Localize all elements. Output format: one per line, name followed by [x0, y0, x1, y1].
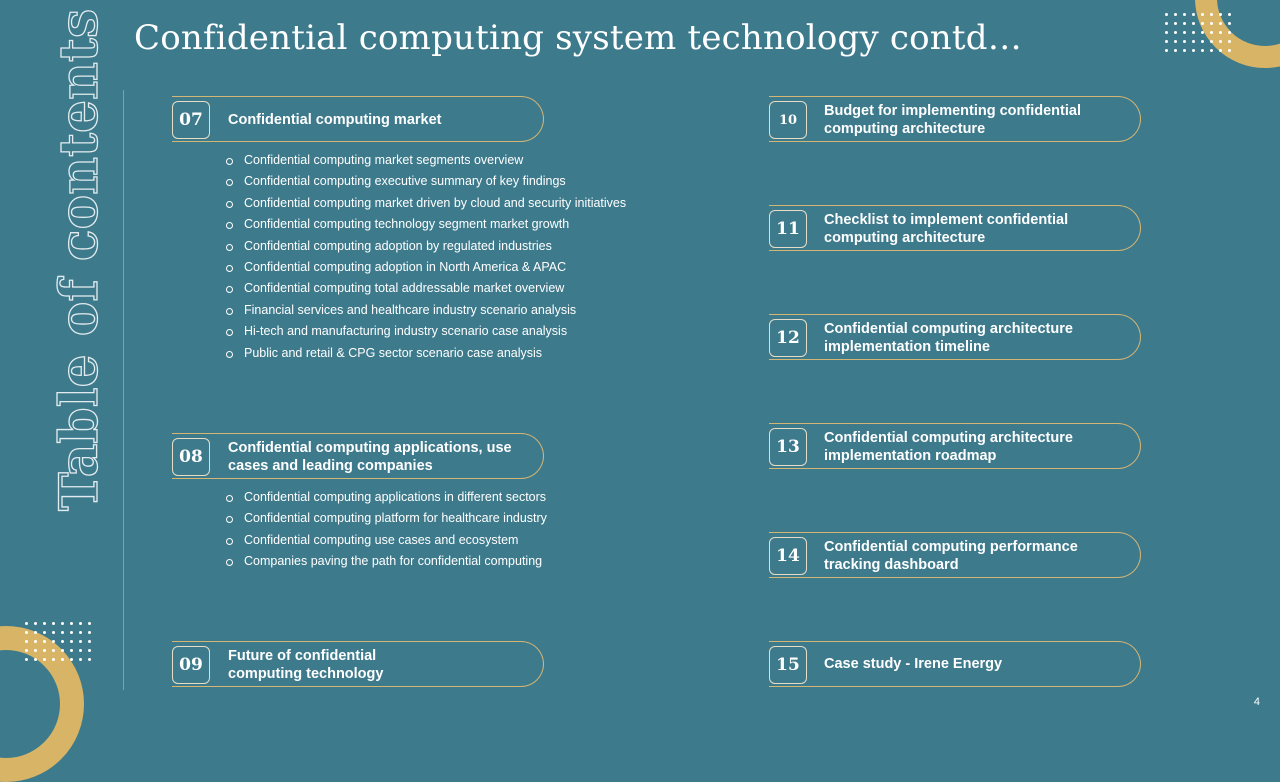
decorative-dot [1228, 22, 1231, 25]
list-item: Confidential computing applications in different sectors [226, 487, 547, 508]
decorative-dot [1219, 40, 1222, 43]
section-number: 08 [172, 438, 210, 476]
decorative-dot [88, 649, 91, 652]
decorative-dot [79, 622, 82, 625]
decorative-dot [1219, 22, 1222, 25]
decorative-dot [1192, 31, 1195, 34]
decorative-dot [1210, 22, 1213, 25]
decorative-dot [79, 649, 82, 652]
list-item: Confidential computing technology segment market growth [226, 214, 626, 235]
decorative-dot [1183, 13, 1186, 16]
slide-title: Confidential computing system technology contd… [134, 18, 1022, 58]
bullet-list-07 [226, 150, 626, 364]
decorative-dot-grid-bottom-left [22, 619, 94, 664]
decorative-dot [1165, 40, 1168, 43]
decorative-dot [1210, 40, 1213, 43]
decorative-dot [1165, 31, 1168, 34]
decorative-dot [1174, 40, 1177, 43]
decorative-dot [79, 640, 82, 643]
decorative-dot [61, 658, 64, 661]
section-number: 11 [769, 210, 807, 248]
decorative-dot [43, 622, 46, 625]
list-item: Confidential computing executive summary of key findings [226, 171, 626, 192]
decorative-dot [1201, 49, 1204, 52]
section-number: 10 [769, 101, 807, 139]
decorative-dot [1201, 13, 1204, 16]
decorative-dot [25, 640, 28, 643]
section-label: Confidential computing market [228, 112, 442, 128]
decorative-dot [61, 640, 64, 643]
decorative-dot [1174, 13, 1177, 16]
section-label: Confidential computing architecture implementation roadmap [824, 430, 1073, 464]
decorative-dot [34, 622, 37, 625]
decorative-dot [88, 631, 91, 634]
decorative-dot [1210, 31, 1213, 34]
decorative-dot [1174, 31, 1177, 34]
decorative-dot [34, 658, 37, 661]
list-item: Public and retail & CPG sector scenario case analysis [226, 343, 626, 364]
section-number: 14 [769, 537, 807, 575]
decorative-dot [43, 649, 46, 652]
decorative-dot [1228, 49, 1231, 52]
decorative-dot [88, 658, 91, 661]
list-item: Financial services and healthcare industry scenario analysis [226, 300, 626, 321]
list-item: Confidential computing adoption in North America & APAC [226, 257, 626, 278]
list-item: Confidential computing market driven by cloud and security initiatives [226, 193, 626, 214]
decorative-dot [25, 622, 28, 625]
decorative-dot [1192, 40, 1195, 43]
list-item: Confidential computing platform for healthcare industry [226, 508, 547, 529]
decorative-dot [61, 649, 64, 652]
list-item: Confidential computing total addressable market overview [226, 278, 626, 299]
section-label: Confidential computing architecture implementation timeline [824, 321, 1073, 355]
section-label: Checklist to implement confidential computing architecture [824, 212, 1069, 246]
decorative-dot [70, 640, 73, 643]
decorative-dot [61, 631, 64, 634]
decorative-dot [43, 640, 46, 643]
decorative-dot [1201, 22, 1204, 25]
decorative-dot [1219, 13, 1222, 16]
decorative-dot [52, 631, 55, 634]
page-number: 4 [1253, 696, 1260, 708]
side-title: Table of contents [49, 8, 110, 511]
decorative-dot [1201, 31, 1204, 34]
section-number: 13 [769, 428, 807, 466]
section-number: 07 [172, 101, 210, 139]
decorative-dot [52, 640, 55, 643]
decorative-dot [1174, 49, 1177, 52]
decorative-dot [34, 631, 37, 634]
decorative-dot [70, 631, 73, 634]
decorative-dot [52, 658, 55, 661]
section-label: Case study - Irene Energy [824, 656, 1003, 672]
section-label: Budget for implementing confidential computing architecture [824, 103, 1081, 137]
decorative-dot [1174, 22, 1177, 25]
decorative-dot [1201, 40, 1204, 43]
decorative-dot [1192, 13, 1195, 16]
section-label: Future of confidential computing technology [228, 648, 384, 682]
section-label: Confidential computing performance tracking dashboard [824, 539, 1078, 573]
decorative-dot [70, 622, 73, 625]
list-item: Hi-tech and manufacturing industry scenario case analysis [226, 321, 626, 342]
decorative-dot [52, 622, 55, 625]
decorative-dot [1183, 22, 1186, 25]
decorative-dot [43, 631, 46, 634]
bullet-list-08 [226, 487, 547, 573]
decorative-dot [70, 658, 73, 661]
decorative-dot [1210, 13, 1213, 16]
decorative-dot [88, 622, 91, 625]
decorative-dot [1183, 31, 1186, 34]
decorative-dot-grid-top-right [1162, 10, 1234, 55]
section-label: Confidential computing applications, use cases and leading companies [228, 440, 512, 474]
list-item: Companies paving the path for confidential computing [226, 551, 547, 572]
decorative-dot [1183, 40, 1186, 43]
decorative-dot [25, 649, 28, 652]
section-number: 12 [769, 319, 807, 357]
decorative-dot [1165, 22, 1168, 25]
decorative-dot [34, 649, 37, 652]
list-item: Confidential computing use cases and ecosystem [226, 530, 547, 551]
decorative-dot [1228, 40, 1231, 43]
decorative-dot [1192, 49, 1195, 52]
decorative-dot [1183, 49, 1186, 52]
section-number: 09 [172, 646, 210, 684]
decorative-dot [1228, 31, 1231, 34]
list-item: Confidential computing market segments overview [226, 150, 626, 171]
decorative-dot [88, 640, 91, 643]
decorative-dot [1219, 49, 1222, 52]
decorative-dot [70, 649, 73, 652]
section-number: 15 [769, 646, 807, 684]
decorative-dot [52, 649, 55, 652]
decorative-dot [1192, 22, 1195, 25]
vertical-divider [123, 90, 124, 690]
decorative-dot [25, 631, 28, 634]
decorative-dot [1165, 49, 1168, 52]
decorative-dot [79, 658, 82, 661]
list-item: Confidential computing adoption by regulated industries [226, 236, 626, 257]
decorative-dot [1165, 13, 1168, 16]
decorative-dot [1228, 13, 1231, 16]
decorative-dot [1210, 49, 1213, 52]
decorative-dot [1219, 31, 1222, 34]
decorative-dot [79, 631, 82, 634]
decorative-dot [61, 622, 64, 625]
decorative-dot [34, 640, 37, 643]
decorative-dot [43, 658, 46, 661]
decorative-dot [25, 658, 28, 661]
